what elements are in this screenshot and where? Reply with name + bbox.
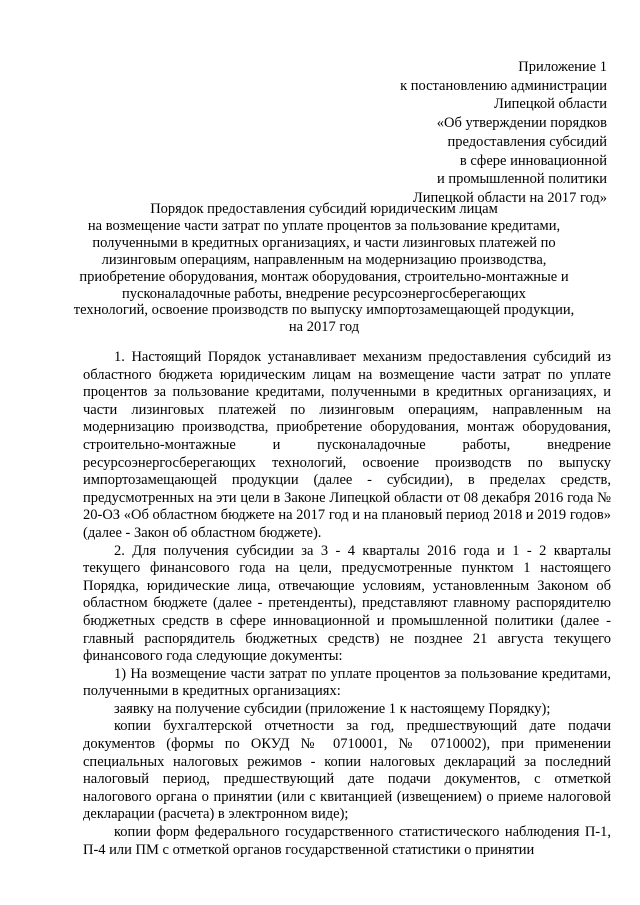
paragraph-2: 2. Для получения субсидии за 3 - 4 кварталы 2016 года и 1 - 2 кварталы текущего финансового года на цели, предусмотренные пунктом 1 настоящего Порядка, юридические лица, отвечающие условиям, установленным Законом об областном бюджете (далее - претенденты), представляют главному распорядителю бюджетных средств в сфере инновационной и промышленной политики (далее - главный распорядитель бюджетных средств) не позднее 21 августа текущего финансового года следующие документы: bbox=[83, 542, 611, 665]
appendix-line: к постановлению администрации bbox=[400, 77, 607, 94]
title-line: на возмещение части затрат по уплате процентов за пользование кредитами, bbox=[87, 217, 561, 234]
appendix-line: Липецкой области bbox=[494, 96, 607, 113]
title-line: пусконаладочные работы, внедрение ресурсоэнергосберегающих bbox=[122, 285, 526, 302]
title-line: лизинговым операциям, направленным на модернизацию производства, bbox=[101, 251, 547, 268]
appendix-line: Приложение 1 bbox=[518, 59, 607, 75]
appendix-line: предоставления субсидий bbox=[447, 133, 607, 150]
appendix-line: Липецкой области на 2017 год» bbox=[412, 189, 607, 206]
paragraph-subitem-1: 1) На возмещение части затрат по уплате процентов за пользование кредитами, полученными в кредитных организациях: bbox=[83, 665, 611, 700]
paragraph-application: заявку на получение субсидии (приложение 1 к настоящему Порядку); bbox=[114, 700, 551, 717]
appendix-header bbox=[400, 58, 607, 208]
appendix-line: в сфере инновационной bbox=[459, 152, 607, 169]
paragraph-statistics-forms: копии форм федерального государственного статистического наблюдения П-1, П-4 или ПМ с отметкой органов государственной статистики о принятии bbox=[83, 824, 611, 858]
document-title bbox=[60, 201, 588, 336]
paragraph-accounting-copies: копии бухгалтерской отчетности за год, предшествующий дате подачи документов (формы по ОКУД № 0710001, № 0710002), при применении специальных налоговых режимов - копии налоговых деклараций за последний налоговый период, предшествующий дате подачи документов, с отметкой налогового органа о принятии (или с квитанцией (извещением) о приеме налоговой декларации (расчета) в электронном виде); bbox=[83, 718, 611, 823]
title-line: приобретение оборудования, монтаж оборудования, строительно-монтажные и bbox=[79, 268, 569, 285]
paragraph-1: 1. Настоящий Порядок устанавливает механизм предоставления субсидий из областного бюджета юридическим лицам на возмещение части затрат по уплате процентов за пользование кредитами, полученными в кредитных организациях, и части лизинговых платежей по лизинговым операциям, направленным на модернизацию производства, приобретение оборудования, монтаж оборудования, строительно-монтажные и пусконаладочные работы, внедрение ресурсоэнергосберегающих технологий, освоение производств по выпуску импортозамещающей продукции (далее - субсидии), в пределах средств, предусмотренных на эти цели в Законе Липецкой области от 08 декабря 2016 года № 20-ОЗ «Об областном бюджете на 2017 год и на плановый период 2018 и 2019 годов» (далее - Закон об областном бюджете). bbox=[83, 349, 611, 541]
title-line: технологий, освоение производств по выпуску импортозамещающей продукции, bbox=[73, 302, 575, 319]
title-line: полученными в кредитных организациях, и части лизинговых платежей по bbox=[92, 234, 556, 251]
appendix-line: и промышленной политики bbox=[437, 171, 607, 188]
document-body bbox=[83, 349, 611, 859]
appendix-line: «Об утверждении порядков bbox=[436, 115, 607, 132]
title-line: Порядок предоставления субсидий юридическим лицам bbox=[150, 201, 498, 217]
title-line: на 2017 год bbox=[288, 319, 360, 336]
